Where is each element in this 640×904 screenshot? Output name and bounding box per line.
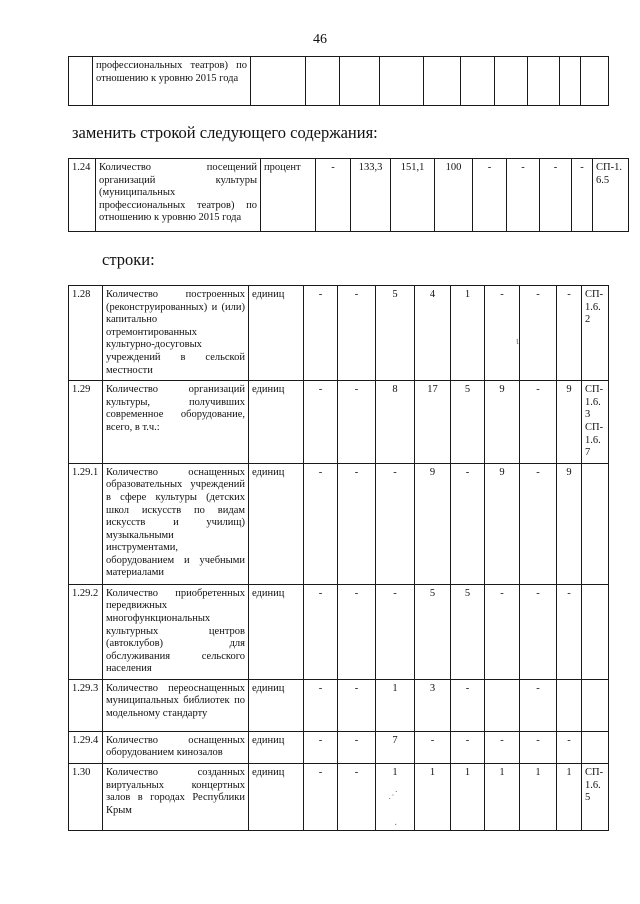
table-row xyxy=(69,764,609,831)
row-value: - xyxy=(485,731,520,763)
row-value: 9 xyxy=(557,381,582,464)
row-unit: единиц xyxy=(249,679,304,731)
row-value: - xyxy=(520,584,557,679)
row-number: 1.28 xyxy=(69,286,103,381)
row-value: 1 xyxy=(376,764,415,831)
row-unit: единиц xyxy=(249,381,304,464)
row-value: - xyxy=(304,463,338,584)
scan-mark: ι xyxy=(516,336,519,347)
row-value: - xyxy=(520,679,557,731)
table-row xyxy=(69,57,609,106)
row-value: - xyxy=(376,463,415,584)
row-reference xyxy=(582,463,609,584)
row-value: - xyxy=(520,286,557,381)
row-value: 1 xyxy=(376,679,415,731)
row-number: 1.30 xyxy=(69,764,103,831)
row-value: 9 xyxy=(557,463,582,584)
row-value: - xyxy=(304,764,338,831)
row-value: - xyxy=(415,731,451,763)
row-value: - xyxy=(557,584,582,679)
rows-caption: строки: xyxy=(102,250,155,269)
row-value: 17 xyxy=(415,381,451,464)
row-value: 1 xyxy=(415,764,451,831)
row-value: - xyxy=(304,381,338,464)
row-value: 1 xyxy=(557,764,582,831)
row-value: - xyxy=(451,679,485,731)
row-value: - xyxy=(304,584,338,679)
row-description: Количество оснащенных оборудованием кинозалов xyxy=(103,731,249,763)
row-number: 1.29.1 xyxy=(69,463,103,584)
replace-caption: заменить строкой следующего содержания: xyxy=(72,123,378,142)
row-reference xyxy=(582,679,609,731)
scan-mark: ⋰ xyxy=(388,790,398,801)
row-value: - xyxy=(338,584,376,679)
row-value: - xyxy=(520,381,557,464)
row-description: профессиональных театров) по отношению к уровню 2015 года xyxy=(93,57,251,106)
row-value: - xyxy=(338,679,376,731)
row-value xyxy=(485,679,520,731)
row-value: - xyxy=(338,731,376,763)
row-value: - xyxy=(557,731,582,763)
rows-table xyxy=(68,285,609,831)
row-description: Количество построенных (реконструированных) и (или) капитально отремонтированных культурно-досуговых учреждений в сельской местности xyxy=(103,286,249,381)
row-value: 5 xyxy=(451,381,485,464)
row-reference: СП-1.6.2 xyxy=(582,286,609,381)
row-value: - xyxy=(338,463,376,584)
row-value: 5 xyxy=(376,286,415,381)
row-value: 9 xyxy=(415,463,451,584)
row-value: - xyxy=(520,463,557,584)
row-value: - xyxy=(304,679,338,731)
row-value: - xyxy=(557,286,582,381)
row-description: Количество посещений организаций культуры (муниципальных профессиональных театров) по отношению к уровню 2015 года xyxy=(96,159,261,232)
row-value: 3 xyxy=(415,679,451,731)
row-unit: процент xyxy=(261,159,316,232)
row-description: Количество созданных виртуальных концертных залов в городах Республики Крым xyxy=(103,764,249,831)
row-value: 8 xyxy=(376,381,415,464)
row-value: - xyxy=(304,731,338,763)
row-number: 1.24 xyxy=(69,159,96,232)
row-value: 5 xyxy=(451,584,485,679)
row-reference: СП-1.6.5 xyxy=(593,159,629,232)
row-unit: единиц xyxy=(249,463,304,584)
replacement-table xyxy=(68,158,629,232)
table-row: 1.24 Количество посещений организаций культуры (муниципальных профессиональных театров) по отношению к уровню 2015 года процент - 133,3 151,1 100 - - - - СП-1.6.5 xyxy=(69,159,629,232)
row-description: Количество приобретенных передвижных многофункциональных культурных центров (автоклубов) для обслуживания сельского населения xyxy=(103,584,249,679)
table-row xyxy=(69,463,609,584)
row-value: 9 xyxy=(485,381,520,464)
row-reference xyxy=(582,731,609,763)
scan-mark: · xyxy=(394,820,398,831)
row-value: - xyxy=(485,584,520,679)
row-reference xyxy=(582,584,609,679)
row-number: 1.29.3 xyxy=(69,679,103,731)
row-unit: единиц xyxy=(249,286,304,381)
row-number: 1.29.2 xyxy=(69,584,103,679)
row-description: Количество организаций культуры, получивших современное оборудование, всего, в т.ч.: xyxy=(103,381,249,464)
row-value: 1 xyxy=(451,286,485,381)
row-unit: единиц xyxy=(249,764,304,831)
row-number: 1.29 xyxy=(69,381,103,464)
row-value: - xyxy=(485,286,520,381)
table-row xyxy=(69,381,609,464)
row-value: - xyxy=(338,286,376,381)
row-description: Количество оснащенных образовательных учреждений в сфере культуры (детских школ искусств по видам искусств и училищ) музыкальными инструментами, оборудованием и учебными материалами xyxy=(103,463,249,584)
row-value xyxy=(557,679,582,731)
row-reference: СП-1.6.5 xyxy=(582,764,609,831)
table-row xyxy=(69,679,609,731)
row-unit: единиц xyxy=(249,731,304,763)
row-value: - xyxy=(520,731,557,763)
page-number: 46 xyxy=(313,32,327,47)
row-value: - xyxy=(376,584,415,679)
row-value: 1 xyxy=(520,764,557,831)
row-value: 7 xyxy=(376,731,415,763)
top-table-fragment xyxy=(68,56,609,106)
row-value: - xyxy=(338,381,376,464)
table-row xyxy=(69,584,609,679)
row-value: - xyxy=(451,731,485,763)
row-unit: единиц xyxy=(249,584,304,679)
row-value: 1 xyxy=(451,764,485,831)
table-row xyxy=(69,286,609,381)
row-value: 1 xyxy=(485,764,520,831)
row-value: - xyxy=(304,286,338,381)
table-row xyxy=(69,731,609,763)
row-number: 1.29.4 xyxy=(69,731,103,763)
row-value: - xyxy=(338,764,376,831)
row-value: 9 xyxy=(485,463,520,584)
row-description: Количество переоснащенных муниципальных библиотек по модельному стандарту xyxy=(103,679,249,731)
row-value: 5 xyxy=(415,584,451,679)
row-value: - xyxy=(451,463,485,584)
row-value: 4 xyxy=(415,286,451,381)
row-number xyxy=(69,57,93,106)
row-reference: СП-1.6.3 СП-1.6.7 xyxy=(582,381,609,464)
